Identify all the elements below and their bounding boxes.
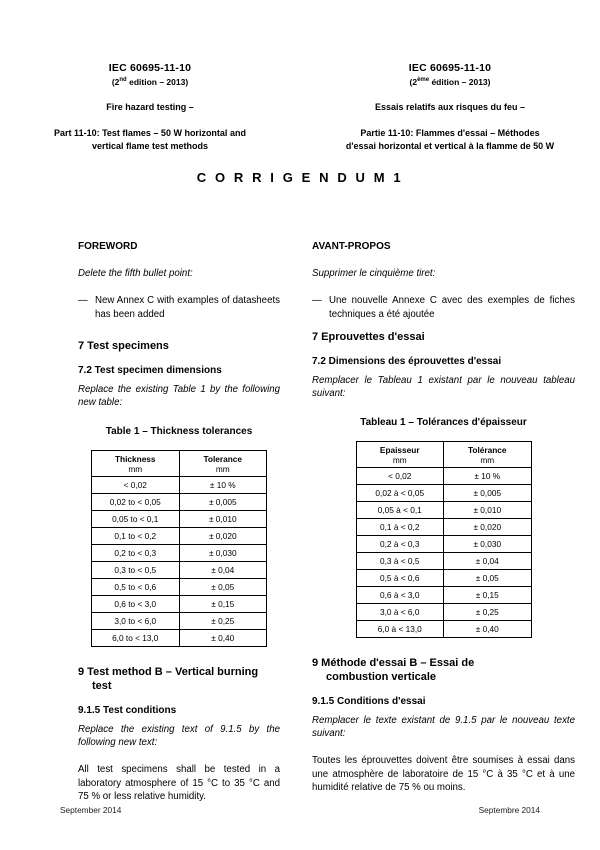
- cell-tolerance: ± 0,25: [179, 613, 267, 630]
- standard-number-en: IEC 60695-11-10: [108, 62, 192, 74]
- clause-7-2-heading-en: 7.2 Test specimen dimensions: [78, 365, 222, 376]
- clause-9-heading-line1-en: 9 Test method B – Vertical burning: [78, 666, 259, 678]
- footer-date-left: September 2014: [60, 805, 122, 815]
- header-part-line1-en: Part 11-10: Test flames – 50 W horizontal and: [54, 128, 246, 138]
- table-row: [92, 494, 267, 511]
- edition-superscript-fr: ème: [417, 77, 430, 84]
- clause-9-heading-line2-fr: combustion verticale: [326, 671, 437, 683]
- col-header-unit-thickness-en: mm: [128, 463, 143, 474]
- bullet-dash-icon-fr: —: [312, 295, 322, 306]
- foreword-heading-fr: AVANT-PROPOS: [312, 241, 391, 252]
- table-col-header-thickness-en: [92, 451, 180, 477]
- edition-suffix-en: edition – 2013): [126, 77, 189, 87]
- footer-date-right: Septembre 2014: [478, 805, 540, 815]
- cell-tolerance: ± 0,020: [179, 528, 267, 545]
- cell-thickness: 6,0 à < 13,0: [356, 621, 444, 638]
- edition-superscript-en: nd: [119, 77, 127, 84]
- cell-thickness: < 0,02: [356, 468, 444, 485]
- table-row: [92, 596, 267, 613]
- clause-7-2-instruction-en: Replace the existing Table 1 by the following new table:: [78, 384, 280, 408]
- table-row: [92, 579, 267, 596]
- clause-7-2-instruction-fr: Remplacer le Tableau 1 existant par le nouveau tableau suivant:: [312, 375, 575, 399]
- cell-thickness: 0,6 to < 3,0: [92, 596, 180, 613]
- table-header-row-fr: [356, 442, 531, 468]
- cell-tolerance: ± 0,030: [179, 545, 267, 562]
- table-body-en: [92, 477, 267, 647]
- table-row: [356, 536, 531, 553]
- clause-7-heading-fr: 7 Eprouvettes d'essai: [312, 331, 425, 343]
- cell-tolerance: ± 0,04: [179, 562, 267, 579]
- header-column-french: [300, 62, 600, 152]
- cell-tolerance: ± 0,15: [444, 587, 532, 604]
- col-header-unit-thickness-fr: mm: [392, 454, 407, 465]
- cell-thickness: 0,3 to < 0,5: [92, 562, 180, 579]
- clause-9-1-5-body-en: All test specimens shall be tested in a laboratory atmosphere of 15 °C to 35 °C and 75 % or less relative humidity.: [78, 764, 280, 802]
- table-row: [92, 630, 267, 647]
- edition-line-fr: [324, 76, 576, 88]
- cell-thickness: 0,3 à < 0,5: [356, 553, 444, 570]
- foreword-instruction-fr: Supprimer le cinquième tiret:: [312, 268, 436, 279]
- col-header-label-thickness-en: Thickness: [114, 453, 156, 464]
- table-row: [356, 519, 531, 536]
- cell-tolerance: ± 0,030: [444, 536, 532, 553]
- thickness-tolerance-table-fr: [356, 441, 532, 638]
- cell-tolerance: ± 0,05: [444, 570, 532, 587]
- header-part-en: [24, 127, 276, 152]
- table-row: [356, 621, 531, 638]
- cell-tolerance: ± 0,04: [444, 553, 532, 570]
- table-row: [356, 570, 531, 587]
- cell-thickness: 0,6 à < 3,0: [356, 587, 444, 604]
- cell-tolerance: ± 0,020: [444, 519, 532, 536]
- table-row: [92, 511, 267, 528]
- table-col-header-thickness-fr: [356, 442, 444, 468]
- foreword-instruction-en: Delete the fifth bullet point:: [78, 268, 193, 279]
- table-row: [356, 485, 531, 502]
- table-row: [92, 477, 267, 494]
- foreword-bullet-text-en: New Annex C with examples of datasheets has been added: [95, 295, 280, 320]
- table-row: [356, 468, 531, 485]
- cell-tolerance: ± 0,15: [179, 596, 267, 613]
- standard-number-fr: IEC 60695-11-10: [408, 62, 492, 74]
- cell-thickness: 0,5 to < 0,6: [92, 579, 180, 596]
- table-row: [92, 562, 267, 579]
- cell-thickness: 0,05 to < 0,1: [92, 511, 180, 528]
- thickness-tolerance-table-en: [91, 450, 267, 647]
- col-header-label-tolerance-fr: Tolérance: [467, 444, 507, 455]
- cell-thickness: 0,02 à < 0,05: [356, 485, 444, 502]
- header-subtitle-fr: Essais relatifs aux risques du feu –: [374, 102, 526, 112]
- header-part-fr: [324, 127, 576, 152]
- cell-thickness: 0,05 à < 0,1: [356, 502, 444, 519]
- col-header-unit-tolerance-fr: mm: [480, 454, 495, 465]
- edition-prefix-fr: (2: [409, 77, 418, 87]
- table-col-header-tolerance-en: [179, 451, 267, 477]
- clause-9-heading-line1-fr: 9 Méthode d'essai B – Essai de: [312, 657, 475, 669]
- col-header-unit-tolerance-en: mm: [215, 463, 230, 474]
- document-header: [0, 62, 600, 152]
- column-english: [0, 240, 300, 804]
- foreword-heading-en: FOREWORD: [78, 241, 138, 252]
- clause-7-heading-en: 7 Test specimens: [78, 340, 169, 352]
- foreword-bullet-en: [78, 294, 280, 321]
- table-row: [92, 613, 267, 630]
- cell-tolerance: ± 10 %: [444, 468, 532, 485]
- clause-9-1-5-heading-en: 9.1.5 Test conditions: [78, 705, 177, 716]
- table-row: [356, 587, 531, 604]
- page-title: C O R R I G E N D U M 1: [196, 170, 404, 185]
- cell-thickness: 3,0 to < 6,0: [92, 613, 180, 630]
- col-header-label-tolerance-en: Tolerance: [203, 453, 243, 464]
- cell-tolerance: ± 0,40: [444, 621, 532, 638]
- cell-tolerance: ± 0,05: [179, 579, 267, 596]
- header-column-english: [0, 62, 300, 152]
- header-subtitle-en: Fire hazard testing –: [106, 102, 194, 112]
- cell-tolerance: ± 0,25: [444, 604, 532, 621]
- bullet-dash-icon-en: —: [78, 295, 88, 306]
- cell-thickness: 0,1 to < 0,2: [92, 528, 180, 545]
- edition-suffix-fr: édition – 2013): [429, 77, 491, 87]
- clause-9-1-5-heading-fr: 9.1.5 Conditions d'essai: [312, 696, 426, 707]
- cell-thickness: 0,5 à < 0,6: [356, 570, 444, 587]
- table-row: [356, 604, 531, 621]
- header-part-line1-fr: Partie 11-10: Flammes d'essai – Méthodes: [360, 128, 540, 138]
- cell-tolerance: ± 10 %: [179, 477, 267, 494]
- cell-tolerance: ± 0,40: [179, 630, 267, 647]
- clause-9-heading-fr: [312, 656, 575, 684]
- header-part-line2-fr: d'essai horizontal et vertical à la flamme de 50 W: [345, 140, 555, 151]
- clause-7-2-heading-fr: 7.2 Dimensions des éprouvettes d'essai: [312, 356, 502, 367]
- table-row: [356, 553, 531, 570]
- cell-thickness: 0,2 à < 0,3: [356, 536, 444, 553]
- table-body-fr: [356, 468, 531, 638]
- foreword-bullet-fr: [312, 294, 575, 321]
- cell-thickness: 0,2 to < 0,3: [92, 545, 180, 562]
- table-header-row-en: [92, 451, 267, 477]
- cell-tolerance: ± 0,010: [444, 502, 532, 519]
- col-header-label-thickness-fr: Epaisseur: [379, 444, 420, 455]
- clause-9-heading-line2-en: test: [92, 680, 112, 692]
- table-col-header-tolerance-fr: [444, 442, 532, 468]
- table-1-caption-en: Table 1 – Thickness tolerances: [105, 426, 253, 437]
- page-footer: [0, 805, 600, 815]
- cell-thickness: 6,0 to < 13,0: [92, 630, 180, 647]
- clause-9-1-5-body-fr: Toutes les éprouvettes doivent être soumises à essai dans une atmosphère de laboratoire de 15 °C à 35 °C et à une humidité relative de 75 % ou moins.: [312, 755, 575, 793]
- header-part-line2-en: vertical flame test methods: [91, 140, 209, 151]
- cell-tolerance: ± 0,005: [179, 494, 267, 511]
- cell-tolerance: ± 0,005: [444, 485, 532, 502]
- table-row: [92, 528, 267, 545]
- edition-line-en: [24, 76, 276, 88]
- column-french: [300, 240, 600, 804]
- foreword-bullet-text-fr: Une nouvelle Annexe C avec des exemples de fiches techniques a été ajoutée: [329, 295, 575, 320]
- cell-thickness: < 0,02: [92, 477, 180, 494]
- table-1-caption-fr: Tableau 1 – Tolérances d'épaisseur: [360, 417, 527, 428]
- clause-9-1-5-instruction-fr: Remplacer le texte existant de 9.1.5 par le nouveau texte suivant:: [312, 715, 575, 739]
- edition-prefix-en: (2: [111, 77, 120, 87]
- table-row: [356, 502, 531, 519]
- clause-9-1-5-instruction-en: Replace the existing text of 9.1.5 by the following new text:: [78, 724, 280, 748]
- body-columns: [0, 240, 600, 804]
- cell-thickness: 3,0 à < 6,0: [356, 604, 444, 621]
- clause-9-heading-en: [78, 665, 280, 693]
- cell-thickness: 0,02 to < 0,05: [92, 494, 180, 511]
- table-row: [92, 545, 267, 562]
- cell-tolerance: ± 0,010: [179, 511, 267, 528]
- cell-thickness: 0,1 à < 0,2: [356, 519, 444, 536]
